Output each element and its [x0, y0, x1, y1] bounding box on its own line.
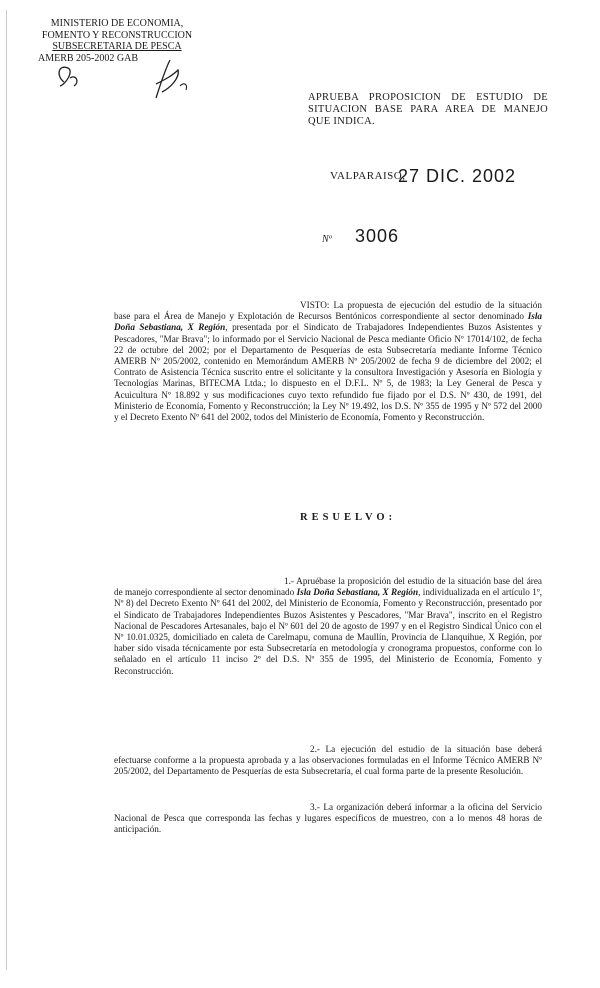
signature-icon: [52, 56, 202, 100]
ministry-line-1: MINISTERIO DE ECONOMIA,: [50, 18, 184, 29]
subsecretaria-line: SUBSECRETARIA DE PESCA: [52, 41, 182, 52]
visto-text-2: , presentada por el Sindicato de Trabajadores Independientes Buzos Asistentes y Pescadores, "Mar Brava"; lo informado por el Servicio Nacional de Pesca mediante Oficio Nº 17014/102, de fecha 22 de octubre del 2002; por el Departamento de Pesquerías de esta Subsecretaría mediante Informe Técnico AMERB Nº 205/2002, contenido en Memorándum AMERB Nº 205/2002 de fecha 9 de diciembre del 2002; el Contrato de Asistencia Técnica suscrito entre el solicitante y la consultora Investigación y Asesoría en Biología y Tecnologías Marinas, BITECMA Ltda.; lo dispuesto en el D.F.L. Nº 5, de 1983; la Ley General de Pesca y Acuicultura Nº 18.892 y sus modificaciones cuyo texto refundido fue fijado por el D.S. Nº 430, de 1991, del Ministerio de Economía, Fomento y Reconstrucción; la Ley Nº 19.492, los D.S. Nº 355 de 1995 y Nº 572 del 2000 y el Decreto Exento Nº 641 del 2002, todos del Ministerio de Economía, Fomento y Reconstrucción.: [114, 322, 542, 423]
item1-rest: , individualizada en el artículo 1º, Nº 8) del Decreto Exento Nº 641 del 2002, del Ministerio de Economía, Fomento y Reconstrucción, presentado por el Sindicato de Trabajadores Independientes Buzos Asistentes y Pescadores, "Mar Brava", inscrito en el Registro Nacional de Pescadores Artesanales, bajo el Nº 601 del 20 de agosto de 1997 y en el Registro Sindical Único con el Nº 10.01.0325, domiciliado en caleta de Carelmapu, comuna de Maullín, Provincia de Llanquihue, X Región, por haber sido visada técnicamente por esta Subsecretaría en metodología y cronograma propuestos, conforme con lo señalado en el artículo 11 inciso 2º del D.S. Nº 355 de 1995, del Ministerio de Economía, Fomento y Reconstrucción.: [114, 587, 542, 676]
ministry-line-2: FOMENTO Y RECONSTRUCCION: [41, 29, 193, 41]
place-label: VALPARAISO,: [330, 170, 406, 182]
left-margin-rule: [6, 10, 7, 970]
visto-paragraph: [114, 300, 542, 423]
resuelvo-heading: RESUELVO:: [300, 512, 397, 523]
resuelvo-item-1: [114, 576, 542, 677]
reference-code: AMERB 205-2002 GAB: [38, 52, 139, 64]
visto-area-name: Isla Doña Sebastiana, X Región: [114, 311, 542, 333]
place-and-date: [330, 166, 517, 186]
visto-text-1: La propuesta de ejecución del estudio de la situación base para el Área de Manejo y Explotación de Recursos Bentónicos correspondiente al sector denominado: [114, 300, 542, 322]
stamped-date: 27 DIC. 2002: [398, 166, 517, 186]
visto-label: VISTO:: [300, 300, 330, 310]
document-title: APRUEBA PROPOSICION DE ESTUDIO DE SITUACION BASE PARA AREA DE MANEJO QUE INDICA.: [308, 92, 548, 127]
resuelvo-item-3: 3.- La organización deberá informar a la oficina del Servicio Nacional de Pesca que corresponda las fechas y lugares específicos de muestreo, con a lo menos 48 horas de anticipación.: [114, 802, 542, 835]
item1-prefix: 1.- Apruébase la proposición del estudio de la situación base del área de manejo correspondiente al sector denominado: [114, 576, 542, 598]
resolution-number-label: Nº: [322, 234, 332, 245]
item1-area-name: Isla Doña Sebastiana, X Región: [296, 587, 419, 598]
resuelvo-item-2: 2.- La ejecución del estudio de la situación base deberá efectuarse conforme a la propuesta aprobada y a las observaciones formuladas en el Informe Técnico AMERB Nº 205/2002, del Departamento de Pesquerías de esta Subsecretaría, el cual forma parte de la presente Resolución.: [114, 744, 542, 777]
resolution-number: 3006: [355, 226, 400, 246]
